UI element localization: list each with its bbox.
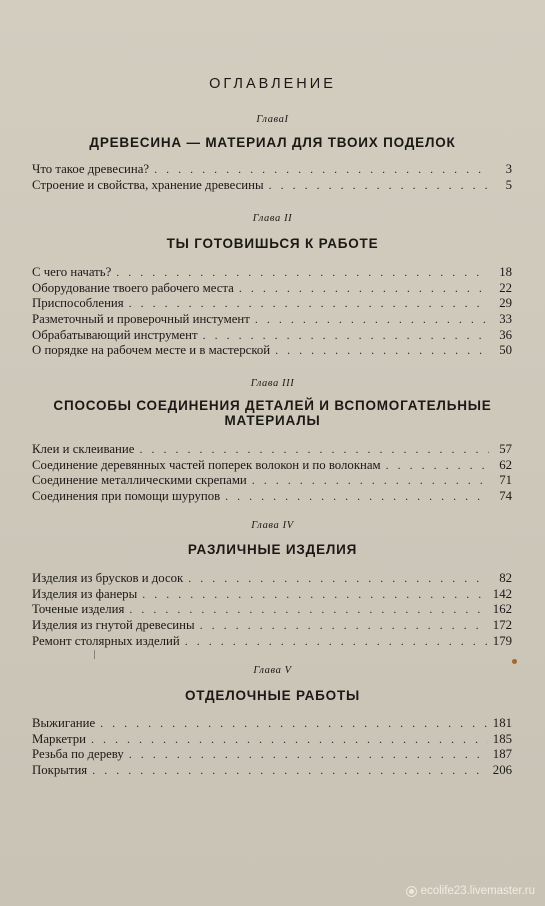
dot-leader [100,716,488,732]
entry-page: 162 [492,602,512,617]
chapter-label: Глава V [253,665,292,676]
dot-leader [92,763,488,779]
chapter-title-line-1: СПОСОБЫ СОЕДИНЕНИЯ ДЕТАЛЕЙ И ВСПОМОГАТЕЛЬНЫЕ [53,398,492,413]
entry-title: Обрабатывающий инструмент [32,327,198,342]
entry-title: О порядке на рабочем месте и в мастерской [32,343,271,358]
toc-entry[interactable] [32,178,512,194]
chapter-label: Глава III [250,378,295,389]
toc-entry[interactable] [32,763,512,779]
entry-page: 5 [505,177,512,192]
chapter-label: Глава II [252,213,293,224]
entry-page: 181 [492,716,512,730]
chapter-label: Глава IV [251,520,294,531]
entry-title: Изделия из фанеры [32,586,138,601]
entry-title: Что такое древесина? [32,162,150,176]
chapter-entries [32,265,512,359]
dot-leader [116,265,489,281]
toc-entry[interactable] [32,458,512,474]
toc-entry[interactable] [32,587,512,603]
entry-page: 71 [499,473,512,488]
entry-title: Строение и свойства, хранение древесины [32,177,264,192]
entry-page: 206 [492,763,512,778]
entry-title: С чего начать? [32,265,112,279]
entry-title: Ремонт столярных изделий [32,633,180,648]
toc-entry[interactable] [32,732,512,748]
dot-leader [139,442,489,458]
entry-title: Выжигание [32,716,96,730]
entry-title: Изделия из брусков и досок [32,571,184,585]
entry-page: 82 [499,571,512,585]
toc-entry[interactable] [32,618,512,634]
entry-page: 179 [492,633,512,648]
dot-leader [386,458,489,474]
toc-entry[interactable] [32,442,512,458]
entry-page: 22 [499,280,512,295]
chapter-entries [32,442,512,505]
dot-leader [269,178,489,194]
chapter-title: РАЗЛИЧНЫЕ ИЗДЕЛИЯ [187,542,358,557]
toc-entry[interactable] [32,312,512,328]
toc-entry[interactable] [32,162,512,178]
entry-page: 57 [499,442,512,456]
entry-title: Маркетри [32,731,87,746]
toc-entry[interactable] [32,265,512,281]
toc-entry[interactable] [32,343,512,359]
entry-page: 185 [492,731,512,746]
toc-entry[interactable] [32,571,512,587]
chapter-label: ГлаваI [256,114,289,125]
chapter-entries [32,162,512,193]
dot-leader [91,732,488,748]
chapter-entries [32,571,512,649]
entry-page: 187 [492,747,512,762]
toc-entry[interactable] [32,716,512,732]
entry-title: Оборудование твоего рабочего места [32,280,234,295]
dot-leader [154,162,489,178]
dot-leader [142,587,488,603]
entry-title: Соединение металлическими скрепами [32,473,247,488]
entry-title: Разметочный и проверочный инстумент [32,312,250,327]
entry-title: Соединение деревянных частей поперек волокон и по волокнам [32,457,381,472]
toc-entry[interactable] [32,328,512,344]
entry-page: 36 [499,327,512,342]
toc-entry[interactable] [32,281,512,297]
chapter-title: ТЫ ГОТОВИШЬСЯ К РАБОТЕ [166,236,379,251]
dot-leader [129,296,489,312]
chapter-title-line-2: МАТЕРИАЛЫ [224,413,321,428]
camera-lens-icon [406,886,417,897]
entry-title: Резьба по дереву [32,747,124,762]
toc-entry[interactable] [32,489,512,505]
entry-title: Соединения при помощи шурупов [32,489,221,504]
dot-leader [185,634,488,650]
entry-page: 74 [499,489,512,504]
entry-page: 172 [492,618,512,633]
watermark-text: ecolife23.livemaster.ru [420,885,535,897]
dot-leader [203,328,489,344]
toc-entry[interactable] [32,296,512,312]
entry-page: 18 [499,265,512,279]
entry-page: 62 [499,457,512,472]
entry-page: 29 [499,296,512,311]
entry-title: Приспособления [32,296,124,311]
pencil-mark [94,650,95,659]
dot-leader [252,473,489,489]
entry-title: Покрытия [32,763,88,778]
entry-page: 50 [499,343,512,358]
watermark [406,885,535,897]
entry-page: 142 [492,586,512,601]
toc-entry[interactable] [32,747,512,763]
entry-title: Изделия из гнутой древесины [32,618,195,633]
chapter-title: ОТДЕЛОЧНЫЕ РАБОТЫ [184,688,361,703]
dot-leader [129,602,487,618]
entry-title: Точеные изделия [32,602,125,617]
dot-leader [275,343,489,359]
chapter-title: ДРЕВЕСИНА — МАТЕРИАЛ ДЛЯ ТВОИХ ПОДЕЛОК [89,135,456,150]
toc-title: ОГЛАВЛЕНИЕ [209,76,336,92]
paper-stain [512,659,517,664]
dot-leader [200,618,488,634]
dot-leader [239,281,489,297]
dot-leader [225,489,489,505]
entry-page: 3 [505,162,512,176]
dot-leader [255,312,489,328]
entry-page: 33 [499,312,512,327]
toc-entry[interactable] [32,602,512,618]
toc-entry[interactable] [32,634,512,650]
dot-leader [129,747,488,763]
dot-leader [188,571,489,587]
entry-title: Клеи и склеивание [32,442,135,456]
toc-entry[interactable] [32,473,512,489]
chapter-entries [32,716,512,779]
